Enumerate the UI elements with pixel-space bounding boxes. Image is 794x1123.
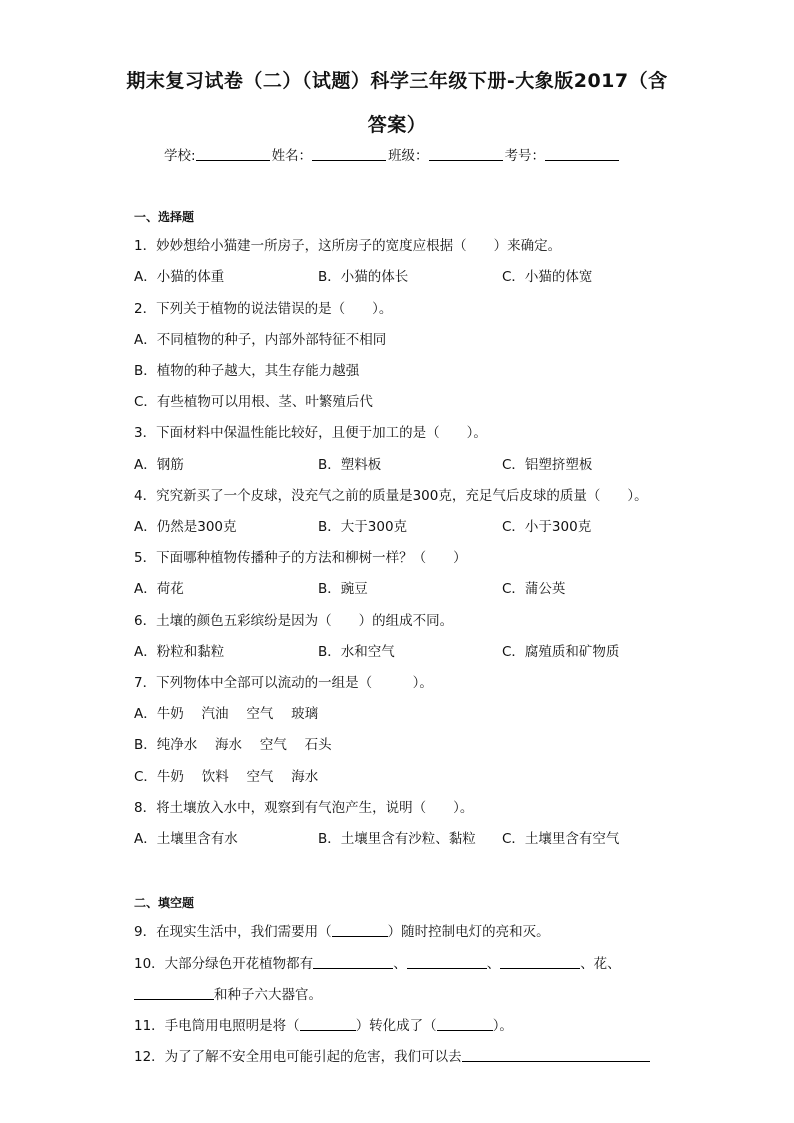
option-a: A．仍然是300克 — [134, 519, 237, 535]
answer-blank[interactable] — [462, 1049, 650, 1062]
q10-text-mid: 、花、 — [580, 956, 621, 972]
option-b: B．小猫的体长 — [318, 269, 409, 285]
answer-blank[interactable] — [500, 956, 580, 969]
question-text: 1．妙妙想给小猫建一所房子，这所房子的宽度应根据（ ）来确定。 — [134, 238, 562, 254]
option-c: C．腐殖质和矿物质 — [502, 644, 620, 660]
answer-blank[interactable] — [300, 1018, 356, 1031]
q11-text-start: 11．手电筒用电照明是将（ — [134, 1018, 300, 1034]
option-c: C．土壤里含有空气 — [502, 831, 620, 847]
option-b: B．纯净水 海水 空气 石头 — [134, 737, 332, 753]
page-title-continued: 答案） — [367, 114, 427, 136]
answer-blank[interactable] — [407, 956, 487, 969]
answer-blank[interactable] — [332, 924, 388, 937]
section-heading: 一、选择题 — [134, 210, 195, 224]
q10-text-end: 和种子六大器官。 — [214, 987, 322, 1003]
school-label: 学校: — [164, 148, 196, 164]
name-label: 姓名： — [271, 148, 313, 164]
option-a: A．土壤里含有水 — [134, 831, 238, 847]
option-b: B．塑料板 — [318, 457, 382, 473]
q10-text-start: 10．大部分绿色开花植物都有 — [134, 956, 314, 972]
option-b: B．大于300克 — [318, 519, 408, 535]
q11-text-end: ）。 — [492, 1018, 513, 1034]
option-c: C．牛奶 饮料 空气 海水 — [134, 769, 319, 785]
name-blank[interactable] — [312, 148, 386, 161]
question-text: 8．将土壤放入水中，观察到有气泡产生，说明（ ）。 — [134, 800, 474, 816]
option-a: A．荷花 — [134, 581, 184, 597]
page-title: 期末复习试卷（二）（试题）科学三年级下册-大象版2017（含 — [126, 70, 668, 92]
q9-text-start: 9．在现实生活中，我们需要用（ — [134, 924, 332, 940]
question-text — [134, 1045, 650, 1065]
option-b: B．水和空气 — [318, 644, 395, 660]
exam-no-blank[interactable] — [545, 148, 619, 161]
question-text: 6．土壤的颜色五彩缤纷是因为（ ）的组成不同。 — [134, 613, 454, 629]
section-heading: 二、填空题 — [134, 896, 195, 910]
question-text: 3．下面材料中保温性能比较好，且便于加工的是（ ）。 — [134, 425, 487, 441]
option-b: B．土壤里含有沙粒、黏粒 — [318, 831, 476, 847]
question-text — [134, 920, 550, 940]
option-c: C．小猫的体宽 — [502, 269, 593, 285]
question-text: 5．下面哪种植物传播种子的方法和柳树一样？（ ） — [134, 550, 467, 566]
option-b: B．植物的种子越大，其生存能力越强 — [134, 363, 360, 379]
class-blank[interactable] — [429, 148, 503, 161]
question-text-continued — [134, 983, 322, 1003]
question-text: 4．究究新买了一个皮球，没充气之前的质量是300克，充足气后皮球的质量（ ）。 — [134, 488, 648, 504]
separator: 、 — [393, 956, 407, 972]
option-b: B．豌豆 — [318, 581, 368, 597]
question-text: 2．下列关于植物的说法错误的是（ ）。 — [134, 301, 393, 317]
answer-blank[interactable] — [134, 987, 214, 1000]
q11-text-mid: ）转化成了（ — [355, 1018, 437, 1034]
question-text — [134, 1014, 513, 1034]
question-text: 7．下列物体中全部可以流动的一组是（ ）。 — [134, 675, 433, 691]
exam-no-label: 考号： — [504, 148, 546, 164]
answer-blank[interactable] — [437, 1018, 493, 1031]
answer-blank[interactable] — [313, 956, 393, 969]
option-a: A．粉粒和黏粒 — [134, 644, 225, 660]
option-c: C．有些植物可以用根、茎、叶繁殖后代 — [134, 394, 373, 410]
question-text — [134, 952, 621, 972]
option-a: A．不同植物的种子，内部外部特征不相同 — [134, 332, 387, 348]
option-a: A．牛奶 汽油 空气 玻璃 — [134, 706, 319, 722]
option-a: A．钢筋 — [134, 457, 184, 473]
option-c: C．小于300克 — [502, 519, 592, 535]
option-c: C．铝塑挤塑板 — [502, 457, 593, 473]
school-blank[interactable] — [196, 148, 270, 161]
q12-text-start: 12．为了了解不安全用电可能引起的危害，我们可以去 — [134, 1049, 462, 1065]
option-c: C．蒲公英 — [502, 581, 566, 597]
class-label: 班级： — [388, 148, 429, 164]
option-a: A．小猫的体重 — [134, 269, 225, 285]
student-info-row — [164, 144, 621, 164]
q9-text-end: ）随时控制电灯的亮和灭。 — [387, 924, 550, 940]
separator: 、 — [486, 956, 501, 972]
